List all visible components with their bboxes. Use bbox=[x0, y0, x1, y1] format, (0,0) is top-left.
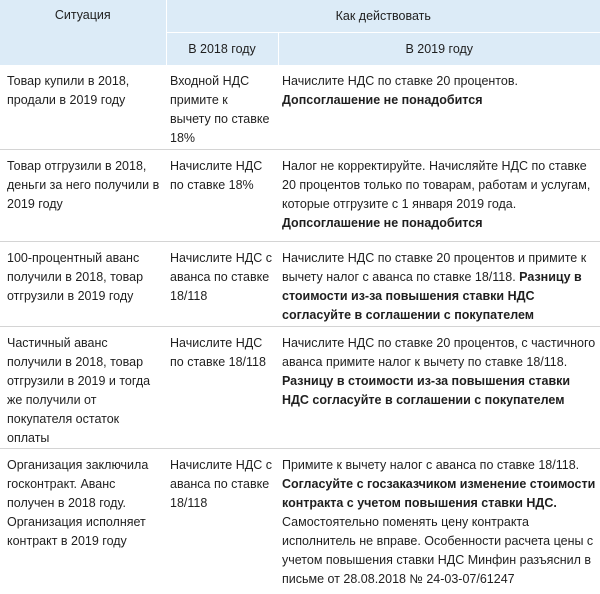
cell-2019-bold: Допсоглашение не понадобится bbox=[282, 93, 483, 107]
table-header bbox=[0, 0, 600, 65]
cell-2019-text: Начислите НДС по ставке 20 процентов. bbox=[282, 74, 518, 88]
table-row bbox=[0, 449, 600, 594]
cell-2019-text: Начислите НДС по ставке 20 процентов, с частичного аванса примите налог к вычету по ставке 18/118. bbox=[282, 336, 595, 369]
cell-2019-bold: Разницу в стоимости из-за повышения ставки НДС согласуйте в соглашении с покупателем bbox=[282, 374, 570, 407]
cell-2019 bbox=[278, 242, 600, 327]
table-row bbox=[0, 242, 600, 327]
cell-2019-tail: Самостоятельно поменять цену контракта исполнитель не вправе. Особенности расчета цены с учетом повышения ставки НДС Минфин разъяснил в письме от 28.08.2018 № 24-03-07/61247 bbox=[282, 515, 593, 586]
header-situation: Ситуация bbox=[0, 0, 166, 65]
header-2019: В 2019 году bbox=[278, 33, 600, 66]
cell-2019 bbox=[278, 449, 600, 594]
table-row bbox=[0, 150, 600, 242]
cell-situation: Товар купили в 2018, продали в 2019 году bbox=[0, 65, 166, 150]
cell-situation: Организация заключила госконтракт. Аванс получен в 2018 году. Организация исполняет контракт в 2019 году bbox=[0, 449, 166, 594]
cell-2018: Входной НДС примите к вычету по ставке 18% bbox=[166, 65, 278, 150]
cell-2019 bbox=[278, 327, 600, 449]
cell-2018: Начислите НДС с аванса по ставке 18/118 bbox=[166, 242, 278, 327]
cell-2019-text: Начислите НДС по ставке 20 процентов и примите к вычету налог с аванса по ставке 18/118. bbox=[282, 251, 586, 284]
cell-2018: Начислите НДС по ставке 18% bbox=[166, 150, 278, 242]
cell-2019-text: Примите к вычету налог с аванса по ставке 18/118. bbox=[282, 458, 579, 472]
header-2018: В 2018 году bbox=[166, 33, 278, 66]
table-row bbox=[0, 327, 600, 449]
table-row bbox=[0, 65, 600, 150]
cell-situation: 100-процентный аванс получили в 2018, товар отгрузили в 2019 году bbox=[0, 242, 166, 327]
cell-2019-bold: Допсоглашение не понадобится bbox=[282, 216, 483, 230]
cell-2018: Начислите НДС с аванса по ставке 18/118 bbox=[166, 449, 278, 594]
cell-situation: Товар отгрузили в 2018, деньги за него получили в 2019 году bbox=[0, 150, 166, 242]
cell-2018: Начислите НДС по ставке 18/118 bbox=[166, 327, 278, 449]
header-action: Как действовать bbox=[166, 0, 600, 33]
cell-2019-bold: Разницу в стоимости из-за повышения ставки НДС согласуйте в соглашении с покупателем bbox=[282, 270, 582, 322]
cell-2019 bbox=[278, 65, 600, 150]
cell-2019-text: Налог не корректируйте. Начисляйте НДС по ставке 20 процентов только по товарам, работам и услугам, которые отгрузите с 1 января 2019 года. bbox=[282, 159, 590, 211]
cell-situation: Частичный аванс получили в 2018, товар отгрузили в 2019 и тогда же получили от покупателя остаток оплаты bbox=[0, 327, 166, 449]
cell-2019-bold: Согласуйте с госзаказчиком изменение стоимости контракта с учетом повышения ставки НДС. bbox=[282, 477, 595, 510]
cell-2019 bbox=[278, 150, 600, 242]
